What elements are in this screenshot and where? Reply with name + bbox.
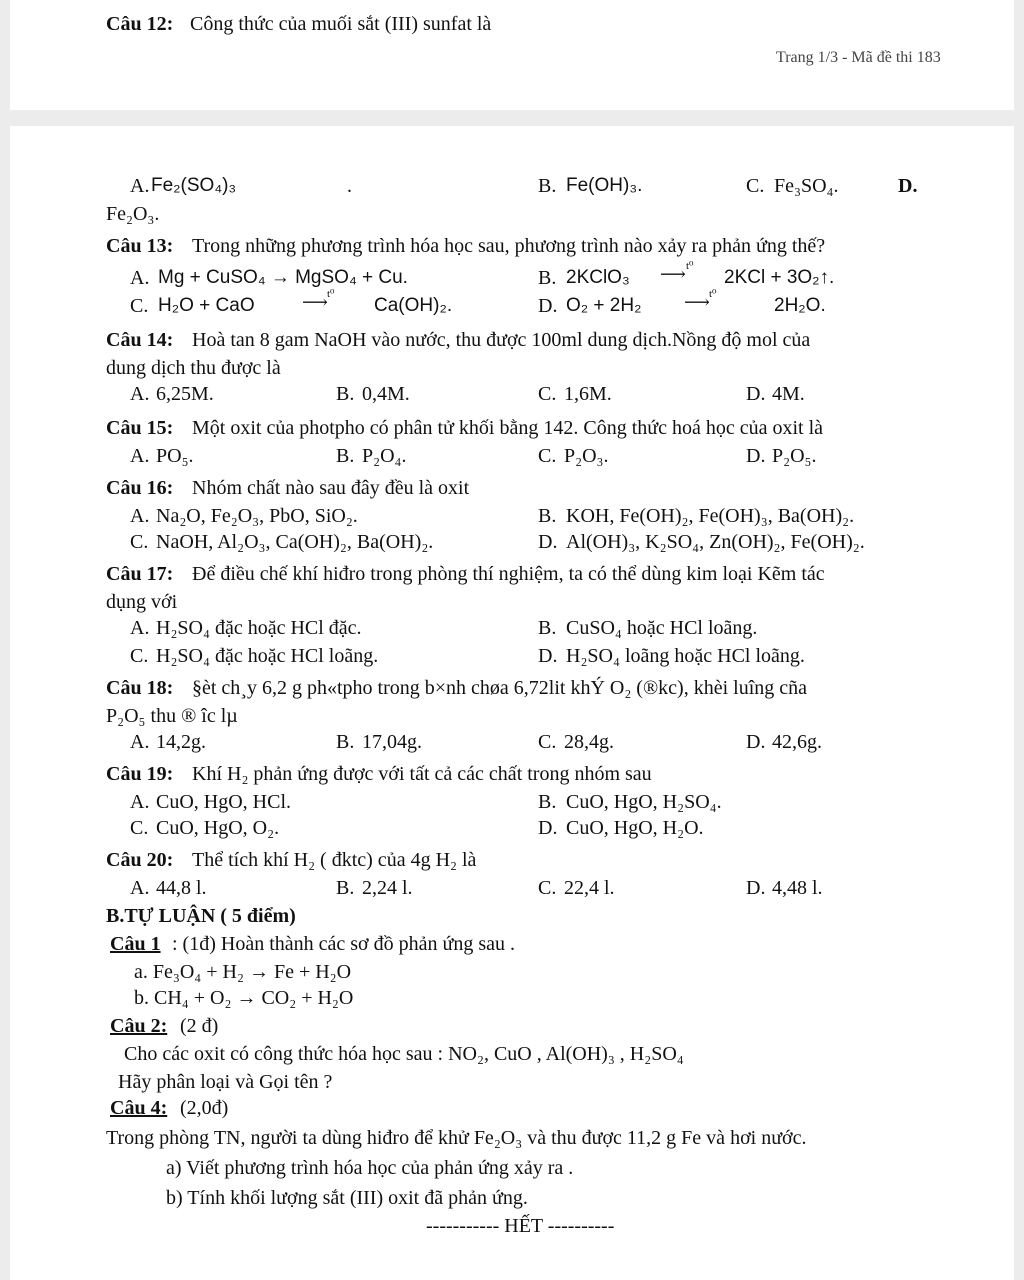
q20-option-b-label: B.	[336, 877, 355, 899]
q13-option-b-condition: t⁰	[686, 260, 694, 272]
q12-option-c: Fe₃SO₄.	[774, 175, 839, 197]
q15-text: Một oxit của photpho có phân tử khối bằng 142. Công thức hoá học của oxit là	[192, 417, 824, 439]
q18-option-c: 28,4g.	[564, 731, 614, 753]
reaction-arrow-icon: ⟶	[684, 292, 710, 312]
q14-option-c: 1,6M.	[564, 383, 612, 405]
q13-option-c-right: Ca(OH)₂.	[374, 295, 453, 316]
q19-option-b: CuO, HgO, H₂SO₄.	[566, 791, 722, 813]
q13-option-d-left: O₂ + 2H₂	[566, 295, 642, 316]
reaction-arrow-icon: ⟶	[302, 292, 328, 312]
essay-c1-a: a. Fe₃O₄ + H₂ → Fe + H₂O	[134, 961, 352, 983]
q17-option-a: H₂SO₄ đặc hoặc HCl đặc.	[156, 617, 362, 639]
essay-c2-line2: Hãy phân loại và Gọi tên ?	[118, 1071, 333, 1093]
q18-line2: P₂O₅ thu ® îc lµ	[106, 705, 238, 727]
q13-option-c-condition: t⁰	[327, 288, 335, 300]
q19-option-c-label: C.	[130, 817, 149, 839]
q20-option-a-label: A.	[130, 877, 150, 899]
q19-option-b-label: B.	[538, 791, 557, 813]
essay-c4-points: (2,0đ)	[180, 1097, 229, 1119]
page-top-sheet	[10, 0, 1014, 110]
q13-option-c-left: H₂O + CaO	[158, 295, 255, 316]
q19-option-a: CuO, HgO, HCl.	[156, 791, 292, 813]
essay-heading: B.TỰ LUẬN ( 5 điểm)	[106, 905, 296, 927]
q18-label: Câu 18:	[106, 677, 174, 699]
q17-label: Câu 17:	[106, 563, 174, 585]
q13-option-b-label: B.	[538, 267, 557, 289]
q14-line2: dung dịch thu được là	[106, 357, 281, 379]
q17-option-d: H₂SO₄ loãng hoặc HCl loãng.	[566, 645, 805, 667]
q14-option-a-label: A.	[130, 383, 150, 405]
essay-c1-b: b. CH₄ + O₂ → CO₂ + H₂O	[134, 987, 354, 1009]
q18-option-d-label: D.	[746, 731, 766, 753]
q12-option-d-label: D.	[898, 175, 918, 197]
essay-c4-b: b) Tính khối lượng sắt (III) oxit đã phản ứng.	[166, 1187, 528, 1209]
q20-option-a: 44,8 l.	[156, 877, 207, 899]
essay-c1-label: Câu 1	[110, 933, 161, 955]
q20-option-c: 22,4 l.	[564, 877, 615, 899]
q15-option-c: P₂O₃.	[564, 445, 609, 467]
essay-c2-label: Câu 2:	[110, 1015, 168, 1037]
q17-option-c-label: C.	[130, 645, 149, 667]
q17-option-c: H₂SO₄ đặc hoặc HCl loãng.	[156, 645, 379, 667]
q18-option-a-label: A.	[130, 731, 150, 753]
q14-line1: Hoà tan 8 gam NaOH vào nước, thu được 100ml dung dịch.Nồng độ mol của	[192, 329, 811, 351]
q16-option-d: Al(OH)₃, K₂SO₄, Zn(OH)₂, Fe(OH)₂.	[566, 531, 865, 553]
q16-option-a-label: A.	[130, 505, 150, 527]
q17-line1: Để điều chế khí hiđro trong phòng thí nghiệm, ta có thể dùng kim loại Kẽm tác	[192, 563, 825, 585]
q13-option-c-label: C.	[130, 295, 149, 317]
q15-option-b-label: B.	[336, 445, 355, 467]
q17-option-d-label: D.	[538, 645, 558, 667]
q19-option-d-label: D.	[538, 817, 558, 839]
q13-option-b-right: 2KCl + 3O₂↑.	[724, 267, 835, 288]
q15-option-a-label: A.	[130, 445, 150, 467]
q15-option-b: P₂O₄.	[362, 445, 407, 467]
q13-option-d-condition: t⁰	[709, 288, 717, 300]
q19-option-a-label: A.	[130, 791, 150, 813]
essay-c4-line1: Trong phòng TN, người ta dùng hiđro để khử Fe₂O₃ và thu được 11,2 g Fe và hơi nước.	[106, 1127, 807, 1149]
page-info: Trang 1/3 - Mã đề thi 183	[776, 49, 941, 66]
q13-option-b-left: 2KClO₃	[566, 267, 630, 288]
essay-c4-label: Câu 4:	[110, 1097, 168, 1119]
q18-option-b: 17,04g.	[362, 731, 422, 753]
q18-option-b-label: B.	[336, 731, 355, 753]
essay-c2-line1: Cho các oxit có công thức hóa học sau : NO₂, CuO , Al(OH)₃ , H₂SO₄	[124, 1043, 684, 1065]
q18-line1: §èt ch¸y 6,2 g ph«tpho trong b×nh chøa 6,72lit khÝ O₂ (®kc), khèi luîng cña	[192, 677, 807, 699]
q12-option-a: Fe₂(SO₄)₃	[151, 175, 237, 196]
q20-text: Thể tích khí H₂ ( đktc) của 4g H₂ là	[192, 849, 477, 871]
q12-option-d: Fe₂O₃.	[106, 203, 160, 225]
q18-option-c-label: C.	[538, 731, 557, 753]
q14-option-d: 4M.	[772, 383, 805, 405]
q13-option-a: Mg + CuSO₄ → MgSO₄ + Cu.	[158, 267, 408, 288]
q12-option-c-label: C.	[746, 175, 765, 197]
page-main-sheet	[10, 126, 1014, 1280]
q20-option-b: 2,24 l.	[362, 877, 413, 899]
q13-label: Câu 13:	[106, 235, 174, 257]
q19-option-d: CuO, HgO, H₂O.	[566, 817, 704, 839]
q18-option-d: 42,6g.	[772, 731, 822, 753]
q12-label: Câu 12:	[106, 13, 174, 35]
q19-label: Câu 19:	[106, 763, 174, 785]
essay-c1-text: : (1đ) Hoàn thành các sơ đồ phản ứng sau .	[172, 933, 515, 955]
q13-option-d-right: 2H₂O.	[774, 295, 826, 316]
q12-option-b-label: B.	[538, 175, 557, 197]
q17-line2: dụng với	[106, 591, 178, 613]
q19-text: Khí H₂ phản ứng được với tất cả các chất trong nhóm sau	[192, 763, 652, 785]
q16-option-c: NaOH, Al₂O₃, Ca(OH)₂, Ba(OH)₂.	[156, 531, 434, 553]
q14-option-a: 6,25M.	[156, 383, 214, 405]
q12-text: Công thức của muối sắt (III) sunfat là	[190, 13, 492, 35]
q16-option-c-label: C.	[130, 531, 149, 553]
q16-option-d-label: D.	[538, 531, 558, 553]
q14-option-c-label: C.	[538, 383, 557, 405]
q20-label: Câu 20:	[106, 849, 174, 871]
q13-option-d-label: D.	[538, 295, 558, 317]
q12-option-a-label: A.	[130, 175, 150, 197]
q17-option-a-label: A.	[130, 617, 150, 639]
q13-text: Trong những phương trình hóa học sau, phương trình nào xảy ra phản ứng thế?	[192, 235, 826, 257]
q15-label: Câu 15:	[106, 417, 174, 439]
q15-option-c-label: C.	[538, 445, 557, 467]
q15-option-a: PO₅.	[156, 445, 194, 467]
essay-c2-points: (2 đ)	[180, 1015, 219, 1037]
q14-label: Câu 14:	[106, 329, 174, 351]
essay-c4-a: a) Viết phương trình hóa học của phản ứng xảy ra .	[166, 1157, 574, 1179]
q15-option-d: P₂O₅.	[772, 445, 817, 467]
q16-option-b-label: B.	[538, 505, 557, 527]
q16-label: Câu 16:	[106, 477, 174, 499]
q16-option-a: Na₂O, Fe₂O₃, PbO, SiO₂.	[156, 505, 358, 527]
q14-option-b: 0,4M.	[362, 383, 410, 405]
q17-option-b-label: B.	[538, 617, 557, 639]
q14-option-d-label: D.	[746, 383, 766, 405]
q20-option-d-label: D.	[746, 877, 766, 899]
q20-option-d: 4,48 l.	[772, 877, 823, 899]
q18-option-a: 14,2g.	[156, 731, 206, 753]
end-marker: ----------- HẾT ----------	[426, 1215, 615, 1237]
q17-option-b: CuSO₄ hoặc HCl loãng.	[566, 617, 758, 639]
q16-option-b: KOH, Fe(OH)₂, Fe(OH)₃, Ba(OH)₂.	[566, 505, 855, 527]
q15-option-d-label: D.	[746, 445, 766, 467]
q13-option-a-label: A.	[130, 267, 150, 289]
q16-text: Nhóm chất nào sau đây đều là oxit	[192, 477, 470, 499]
q20-option-c-label: C.	[538, 877, 557, 899]
reaction-arrow-icon: ⟶	[660, 264, 686, 284]
q19-option-c: CuO, HgO, O₂.	[156, 817, 280, 839]
q12-option-b: Fe(OH)₃.	[566, 175, 643, 196]
q12-dot: .	[347, 175, 352, 197]
q14-option-b-label: B.	[336, 383, 355, 405]
